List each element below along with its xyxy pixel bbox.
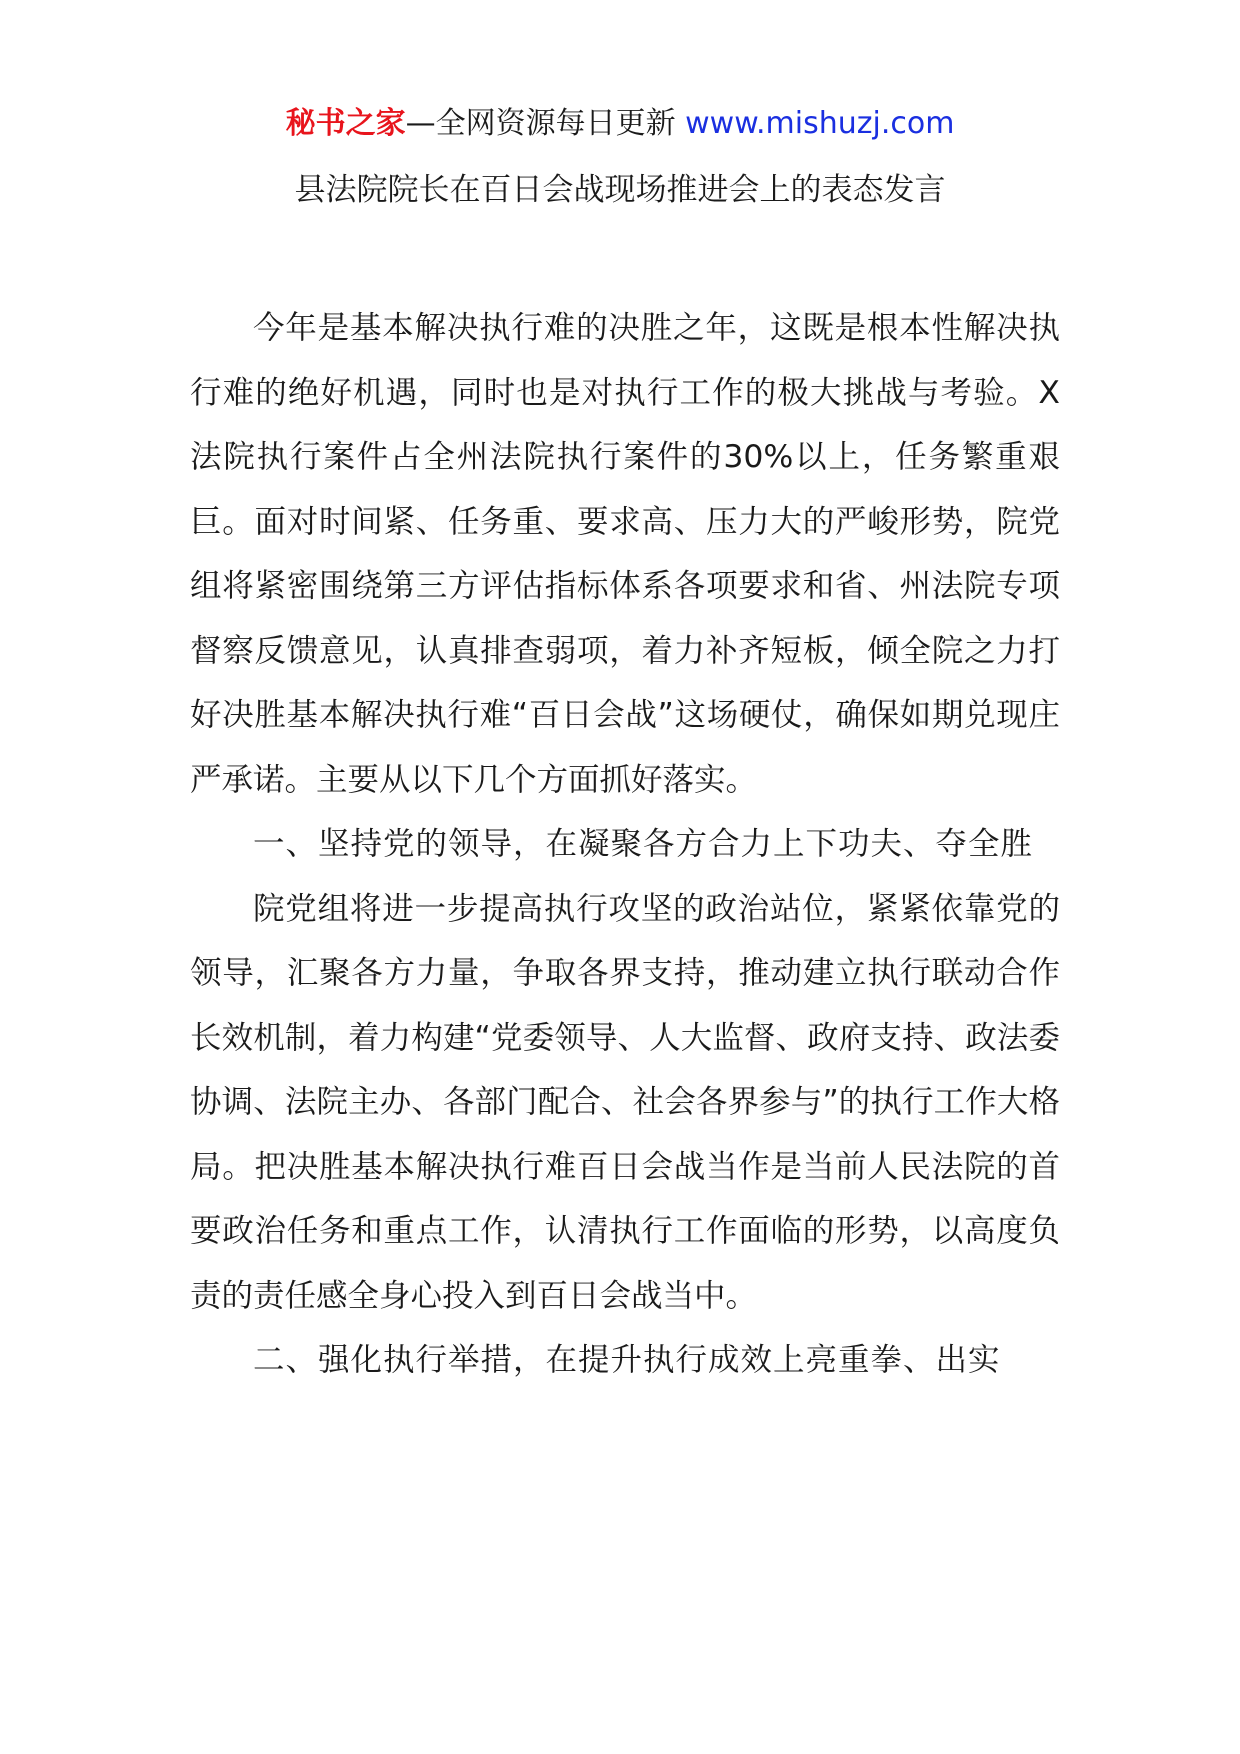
brand-name: 秘书之家: [285, 106, 406, 141]
section-heading-1: 一、坚持党的领导，在凝聚各方合力上下功夫、夺全胜: [253, 826, 1034, 862]
paragraph-section-1: 院党组将进一步提高执行攻坚的政治站位，紧紧依靠党的领导，汇聚各方力量，争取各界支持，推动建立执行联动合作长效机制，着力构建“党委领导、人大监督、政府支持、政法委协调、法院主办、各部门配合、社会各界参与”的执行工作大格局。把决胜基本解决执行难百日会战当作是当前人民法院的首要政治任务和重点工作，认清执行工作面临的形势，以高度负责的责任感全身心投入到百日会战当中。: [190, 890, 1060, 1314]
document-title: 县法院院长在百日会战现场推进会上的表态发言: [294, 172, 946, 208]
section-heading-2: 二、强化执行举措，在提升执行成效上亮重拳、出实: [253, 1342, 1001, 1378]
site-header: [0, 102, 1240, 146]
header-tagline: —全网资源每日更新: [405, 106, 676, 141]
paragraph-intro: 今年是基本解决执行难的决胜之年，这既是根本性解决执行难的绝好机遇，同时也是对执行工作的极大挑战与考验。X法院执行案件占全州法院执行案件的30%以上，任务繁重艰巨。面对时间紧、任务重、要求高、压力大的严峻形势，院党组将紧密围绕第三方评估指标体系各项要求和省、州法院专项督察反馈意见，认真排查弱项，着力补齐短板，倾全院之力打好决胜基本解决执行难“百日会战”这场硬仗，确保如期兑现庄严承诺。主要从以下几个方面抓好落实。: [190, 310, 1060, 798]
site-url-link[interactable]: www.mishuzj.com: [685, 106, 955, 141]
document-body: [190, 296, 1060, 1393]
